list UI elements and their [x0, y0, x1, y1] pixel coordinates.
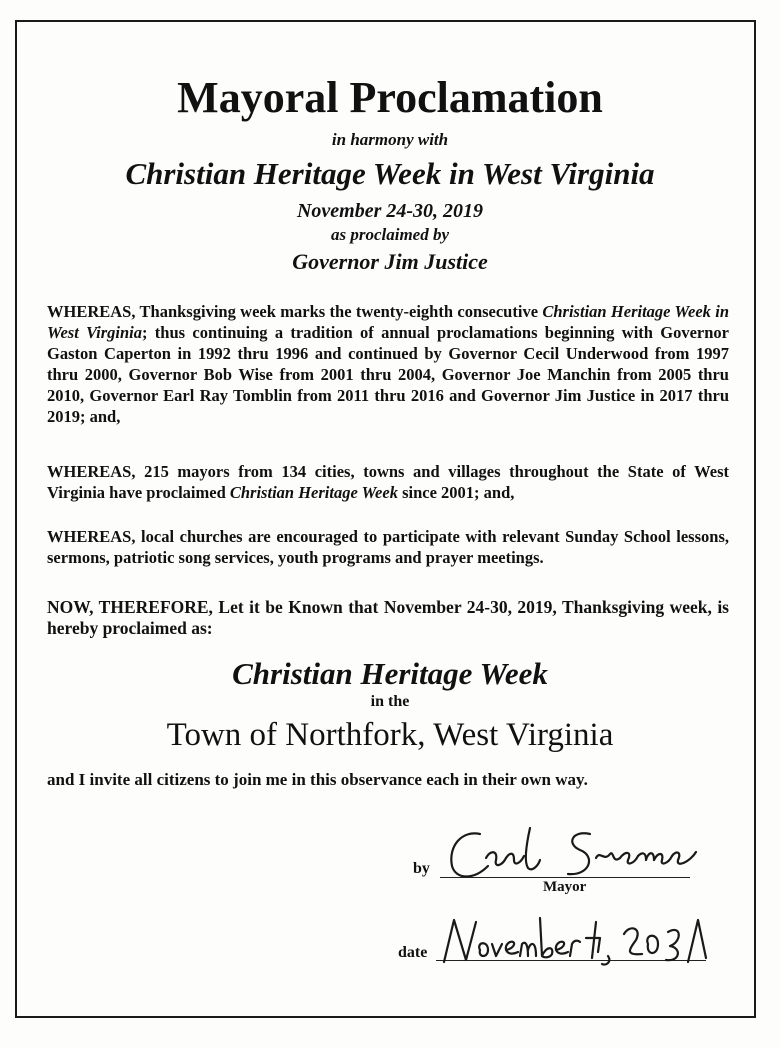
by-label: by: [413, 860, 430, 877]
governor-name: Governor Jim Justice: [292, 249, 488, 274]
whereas-paragraph-3: WHEREAS, local churches are encouraged to participate with relevant Sunday School lessons, sermons, patriotic song services, youth programs and prayer meetings.: [47, 527, 729, 567]
document-title: Mayoral Proclamation: [177, 73, 603, 122]
proclaimed-by-line: as proclaimed by: [330, 225, 450, 244]
in-the-line: in the: [370, 693, 410, 710]
therefore-paragraph: NOW, THEREFORE, Let it be Known that November 24-30, 2019, Thanksgiving week, is hereby proclaimed as:: [47, 597, 729, 638]
whereas-paragraph-2: WHEREAS, 215 mayors from 134 cities, towns and villages throughout the State of West Virginia have proclaimed Christian Heritage Week since 2001; and,: [47, 462, 729, 502]
week-dates: November 24-30, 2019: [296, 200, 484, 222]
document-subtitle: Christian Heritage Week in West Virginia: [125, 156, 655, 191]
proclaimed-week-name: Christian Heritage Week: [232, 656, 548, 691]
town-name: Town of Northfork, West Virginia: [166, 717, 614, 753]
in-harmony-line: in harmony with: [331, 130, 449, 149]
invitation-line: and I invite all citizens to join me in this observance each in their own way.: [47, 770, 588, 789]
handwritten-date: [436, 912, 726, 972]
whereas-paragraph-1: WHEREAS, Thanksgiving week marks the twenty-eighth consecutive Christian Heritage Week in West Virginia; thus continuing a tradition of annual proclamations beginning with Governor Gaston Caperton in 1992 thru 1996 and continued by Governor Cecil Underwood from 1997 thru 2000, Governor Bob Wise from 2001 thru 2004, Governor Joe Manchin from 2005 thru 2010, Governor Earl Ray Tomblin from 2011 thru 2016 and Governor Jim Justice in 2017 thru 2019; and,: [47, 302, 729, 426]
mayor-label: Mayor: [543, 879, 587, 895]
mayor-signature: [440, 822, 710, 884]
date-label: date: [398, 944, 428, 961]
